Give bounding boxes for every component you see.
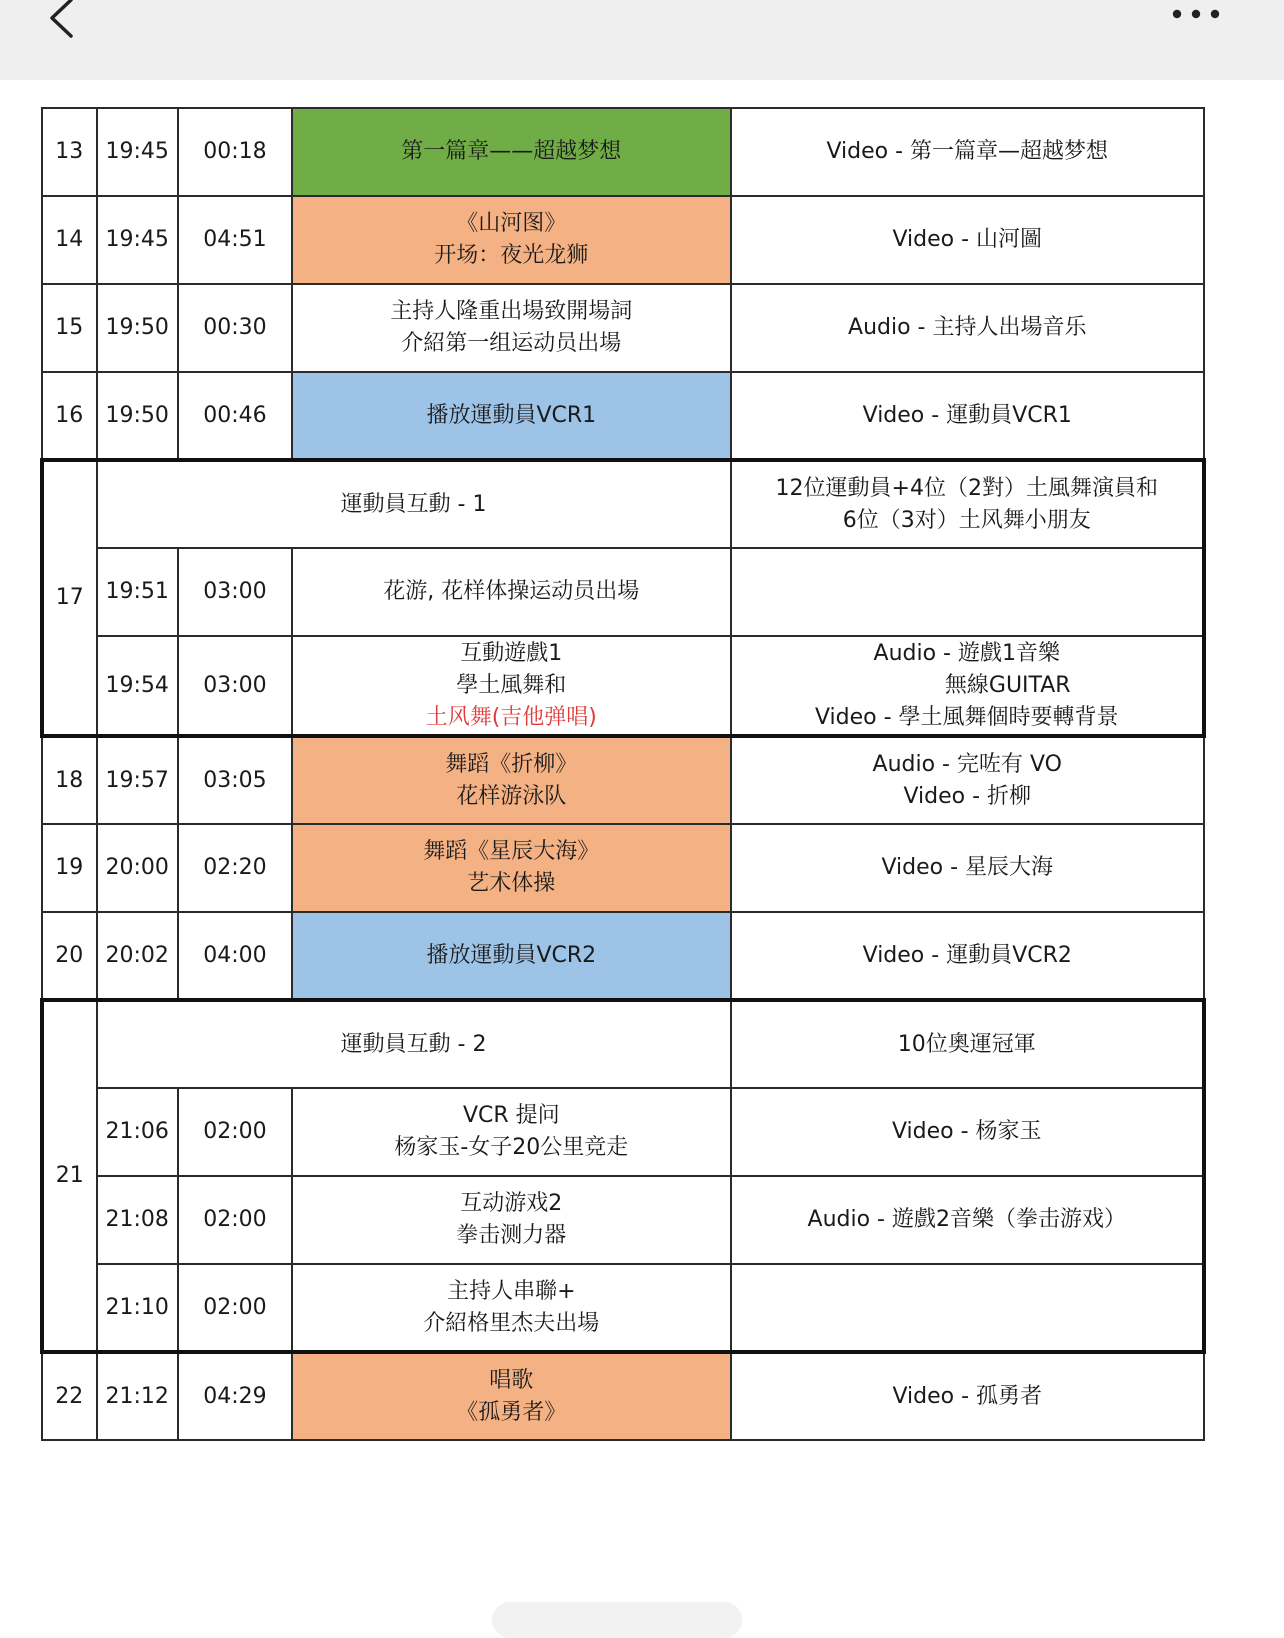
top-nav-bar xyxy=(0,0,1284,80)
more-options-button[interactable] xyxy=(1170,4,1230,24)
segment-title: 運動員互動 - 2 xyxy=(340,1031,487,1057)
program-line: 介紹格里杰夫出場 xyxy=(423,1310,600,1336)
back-button[interactable] xyxy=(46,0,86,40)
media-cell xyxy=(731,548,1204,636)
program-line: 介紹第一组运动员出場 xyxy=(401,331,622,356)
duration: 02:00 xyxy=(178,1088,292,1176)
program-cell xyxy=(292,1176,730,1264)
table-row xyxy=(42,736,1204,824)
media-line: Audio - 遊戲2音樂（拳击游戏） xyxy=(807,1207,1126,1232)
start-time: 19:51 xyxy=(97,548,178,636)
program-line: 學土風舞和 xyxy=(456,672,567,698)
table-row xyxy=(42,1000,1204,1088)
media-line: Video - 學土風舞個時要轉背景 xyxy=(814,704,1119,730)
media-cell xyxy=(731,1088,1204,1176)
row-number: 18 xyxy=(42,736,97,824)
table-row xyxy=(42,372,1204,460)
row-number: 16 xyxy=(42,372,97,460)
media-cell xyxy=(731,1264,1204,1352)
program-cell xyxy=(292,108,730,196)
row-group xyxy=(42,108,1204,460)
duration: 02:00 xyxy=(178,1176,292,1264)
media-line: Audio - 完咗有 VO xyxy=(872,751,1062,777)
media-cell xyxy=(731,108,1204,196)
table-row xyxy=(42,912,1204,1000)
program-cell xyxy=(292,912,730,1000)
document-page xyxy=(2,80,1282,1617)
media-line: 無線GUITAR xyxy=(944,672,1071,698)
duration: 04:00 xyxy=(178,912,292,1000)
row-number: 21 xyxy=(42,1000,97,1352)
row-group xyxy=(42,1352,1204,1440)
row-number: 15 xyxy=(42,284,97,372)
media-line: 10位奧運冠軍 xyxy=(897,1031,1036,1057)
row-number: 13 xyxy=(42,108,97,196)
media-cell xyxy=(731,196,1204,284)
program-cell xyxy=(292,824,730,912)
media-cell xyxy=(731,1000,1204,1088)
start-time: 21:06 xyxy=(97,1088,178,1176)
program-line: 舞蹈《星辰大海》 xyxy=(423,839,600,864)
program-line: 舞蹈《折柳》 xyxy=(445,751,578,777)
duration: 02:20 xyxy=(178,824,292,912)
media-line: Video - 運動員VCR1 xyxy=(862,402,1072,428)
media-cell xyxy=(731,912,1204,1000)
program-cell xyxy=(292,284,730,372)
media-cell xyxy=(731,1176,1204,1264)
media-cell xyxy=(731,824,1204,912)
chevron-left-icon xyxy=(46,0,86,40)
program-cell xyxy=(292,548,730,636)
duration: 04:29 xyxy=(178,1352,292,1440)
segment-title: 運動員互動 - 1 xyxy=(340,491,487,517)
table-row xyxy=(42,284,1204,372)
row-number: 22 xyxy=(42,1352,97,1440)
start-time: 21:10 xyxy=(97,1264,178,1352)
program-cell xyxy=(292,1352,730,1440)
media-line: Audio - 遊戲1音樂 xyxy=(873,640,1060,666)
table-row xyxy=(42,1088,1204,1176)
row-group-21 xyxy=(42,1000,1204,1352)
program-cell xyxy=(292,736,730,824)
media-cell xyxy=(731,284,1204,372)
program-line: 杨家玉-女子20公里竞走 xyxy=(394,1135,629,1160)
program-line: 互动游戏2 xyxy=(460,1191,563,1216)
program-line: 播放運動員VCR2 xyxy=(426,942,597,968)
media-line: Video - 第一篇章—超越梦想 xyxy=(826,139,1109,164)
rundown-table xyxy=(40,107,1206,1441)
program-line: 播放運動員VCR1 xyxy=(426,402,597,428)
start-time: 19:45 xyxy=(97,108,178,196)
start-time: 19:50 xyxy=(97,284,178,372)
row-group-17 xyxy=(42,460,1204,736)
table-row xyxy=(42,824,1204,912)
media-line: Video - 杨家玉 xyxy=(891,1119,1042,1144)
media-line: Video - 山河圖 xyxy=(892,227,1043,252)
table-row xyxy=(42,548,1204,636)
row-number: 19 xyxy=(42,824,97,912)
media-line: Video - 孤勇者 xyxy=(892,1383,1043,1409)
program-line: 花游, 花样体操运动员出場 xyxy=(383,579,640,604)
media-cell xyxy=(731,460,1204,548)
program-line: 唱歌 xyxy=(489,1367,534,1393)
duration: 03:05 xyxy=(178,736,292,824)
media-cell xyxy=(731,736,1204,824)
program-cell xyxy=(292,196,730,284)
media-cell xyxy=(731,1352,1204,1440)
start-time: 19:57 xyxy=(97,736,178,824)
program-line: 《山河图》 xyxy=(456,211,567,236)
table-row xyxy=(42,108,1204,196)
segment-header xyxy=(97,1000,731,1088)
duration: 00:46 xyxy=(178,372,292,460)
start-time: 20:00 xyxy=(97,824,178,912)
row-number: 17 xyxy=(42,460,97,736)
duration: 00:18 xyxy=(178,108,292,196)
duration: 00:30 xyxy=(178,284,292,372)
duration: 02:00 xyxy=(178,1264,292,1352)
media-cell xyxy=(731,372,1204,460)
start-time: 19:45 xyxy=(97,196,178,284)
start-time: 19:50 xyxy=(97,372,178,460)
program-cell xyxy=(292,636,730,736)
program-line: 主持人串聯+ xyxy=(447,1278,576,1304)
start-time: 21:08 xyxy=(97,1176,178,1264)
program-line: 拳击测力器 xyxy=(456,1223,567,1248)
program-cell xyxy=(292,372,730,460)
program-line-highlight: 土风舞(吉他弹唱) xyxy=(425,704,597,730)
start-time: 19:54 xyxy=(97,636,178,736)
program-line: 主持人隆重出場致開場詞 xyxy=(390,299,633,324)
start-time: 20:02 xyxy=(97,912,178,1000)
duration: 04:51 xyxy=(178,196,292,284)
table-row xyxy=(42,1264,1204,1352)
row-group xyxy=(42,736,1204,1000)
media-line: Video - 折柳 xyxy=(903,783,1032,809)
table-row xyxy=(42,636,1204,736)
program-line: VCR 提问 xyxy=(462,1103,560,1128)
media-line: 6位（3对）土风舞小朋友 xyxy=(842,507,1091,533)
program-line: 花样游泳队 xyxy=(456,783,567,809)
segment-header xyxy=(97,460,731,548)
more-dots-icon xyxy=(1170,4,1230,24)
media-line: Audio - 主持人出場音乐 xyxy=(848,315,1087,340)
table-row xyxy=(42,460,1204,548)
table-row xyxy=(42,1352,1204,1440)
media-cell xyxy=(731,636,1204,736)
home-indicator xyxy=(492,1602,742,1638)
media-line: Video - 星辰大海 xyxy=(881,855,1054,880)
program-line: 《孤勇者》 xyxy=(456,1399,567,1425)
start-time: 21:12 xyxy=(97,1352,178,1440)
row-number: 20 xyxy=(42,912,97,1000)
program-cell xyxy=(292,1264,730,1352)
duration: 03:00 xyxy=(178,548,292,636)
program-line: 互動遊戲1 xyxy=(460,640,563,666)
program-line: 开场：夜光龙狮 xyxy=(434,243,589,268)
program-line: 第一篇章——超越梦想 xyxy=(401,139,622,164)
media-line: Video - 運動員VCR2 xyxy=(862,942,1072,968)
program-line: 艺术体操 xyxy=(467,871,556,896)
table-row xyxy=(42,196,1204,284)
row-number: 14 xyxy=(42,196,97,284)
duration: 03:00 xyxy=(178,636,292,736)
program-cell xyxy=(292,1088,730,1176)
media-line: 12位運動員+4位（2對）土風舞演員和 xyxy=(775,475,1158,501)
table-row xyxy=(42,1176,1204,1264)
